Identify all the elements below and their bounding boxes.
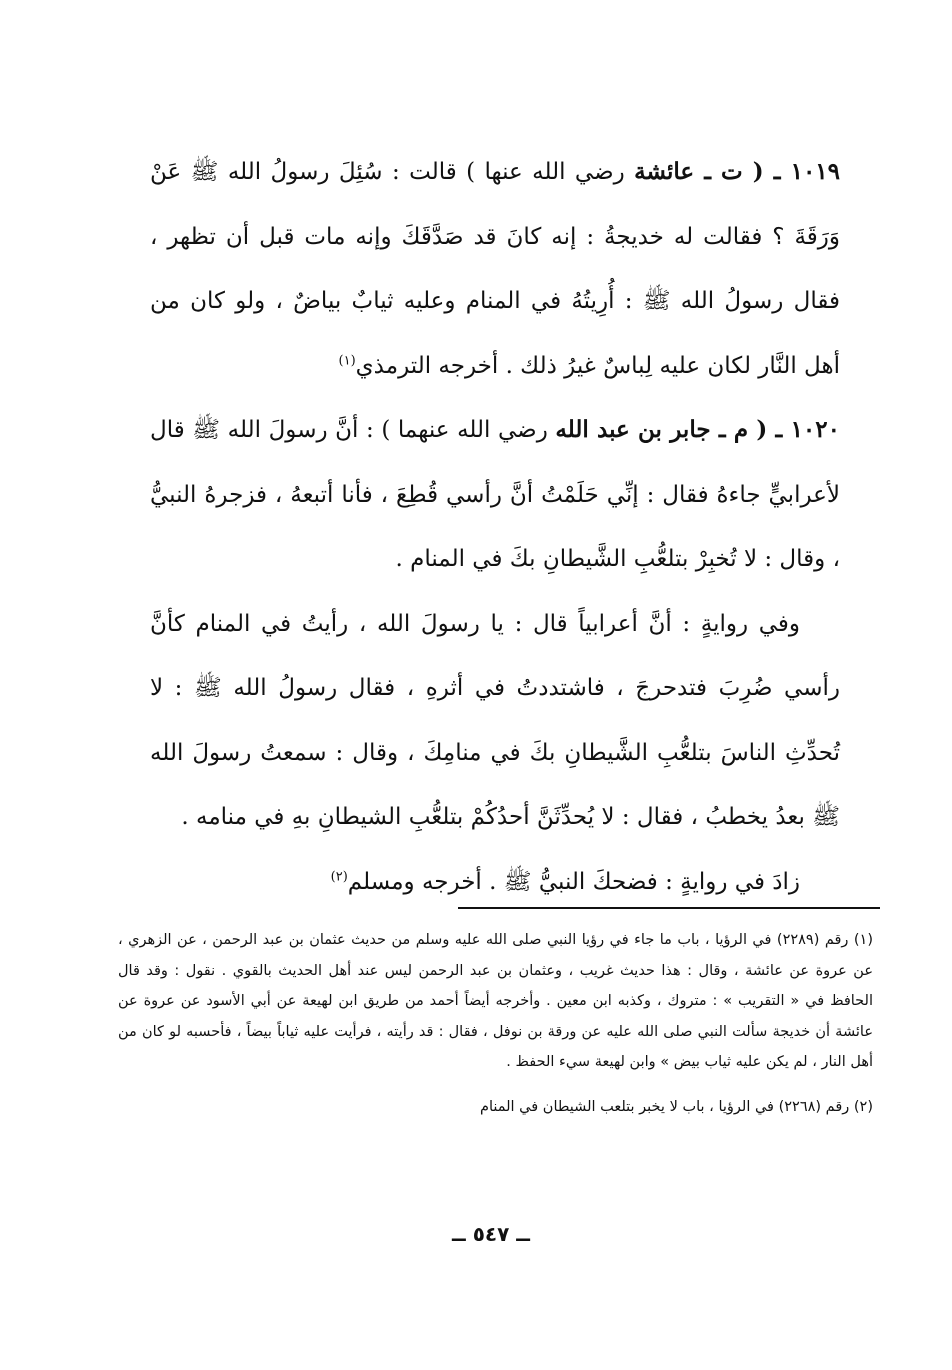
hadith-number: ١٠١٩ ـ ( ت ـ عائشة (634, 158, 841, 185)
hadith-text: رضي الله عنهما ) : أنَّ رسولَ الله ﷺ قال لأعرابيٍّ جاءهُ فقال : إنِّي حَلَمْتُ أنَّ رأسي قُطِعَ ، فأنا أتبعهُ ، فزجرهُ النبيُّ ، وقال : لا تُخبِرْ بتلعُّبِ الشَّيطانِ بكَ في المنام . (150, 417, 840, 572)
narration-paragraph (150, 592, 840, 850)
hadith-paragraph (150, 398, 840, 592)
page-number: ــ ٥٤٧ ــ (452, 1222, 530, 1246)
footnote-divider (458, 907, 880, 909)
narration-paragraph (150, 850, 840, 915)
footnote-marker: (١) (338, 352, 356, 368)
narration-text: زادَ في روايةٍ : فضحكَ النبيُّ ﷺ . أخرجه ومسلم (347, 868, 800, 895)
hadith-paragraph (150, 140, 840, 398)
footnote-marker: (٢) (330, 868, 348, 884)
hadith-number: ١٠٢٠ ـ ( م ـ جابر بن عبد الله (555, 416, 840, 443)
footnote-1: (١) رقم (٢٢٨٩) في الرؤيا ، باب ما جاء في رؤيا النبي صلى الله عليه وسلم من حديث عثمان بن عبد الرحمن ، عن الزهري ، عن عروة عن عائشة ، وقال : هذا حديث غريب ، وعثمان بن عبد الرحمن ليس عند أهل الحديث بالقوي . نقول : وقد قال الحافظ في « التقريب » : متروك ، وكذبه ابن معين . وأخرجه أيضاً أحمد من طريق ابن لهيعة عن أبي الأسود عن عروة عن عائشة أن خديجة سألت النبي صلى الله عليه عن ورقة بن نوفل ، فقال : قد رأيته ، فرأيت عليه ثياباً بيضاً ، فأحسبه لو كان من أهل النار ، لم يكن عليه ثياب بيض » وابن لهيعة سيء الحفظ . (118, 932, 873, 1070)
footnote-2: (٢) رقم (٢٢٦٨) في الرؤيا ، باب لا يخبر بتلعب الشيطان في المنام (479, 1098, 873, 1115)
footnotes (118, 925, 873, 1136)
main-text (150, 140, 840, 914)
hadith-text: رضي الله عنها ) قالت : سُئِلَ رسولُ الله ﷺ عَنْ وَرَقَةَ ؟ فقالت له خديجةُ : إنه كانَ قد صَدَّقَكَ وإنه مات قبل أن تظهر ، فقال رسولُ الله ﷺ : أُرِيتُهُ في المنام وعليه ثيابٌ بياضٌ ، ولو كان من أهل النَّار لكان عليه لِباسٌ غيرُ ذلك . أخرجه الترمذي (150, 159, 840, 379)
narration-text: وفي روايةٍ : أنَّ أعرابياً قال : يا رسولَ الله ، رأيتُ في المنام كأنَّ رأسي ضُرِبَ فتدحرجَ ، فاشتددتُ في أثرهِ ، فقال رسولُ الله ﷺ : لا تُحدِّثِ الناسَ بتلعُّبِ الشَّيطانِ بكَ في منامِكَ ، وقال : سمعتُ رسولَ الله ﷺ بعدُ يخطبُ ، فقال : لا يُحدِّثَنَّ أحدُكُمْ بتلعُّبِ الشيطانِ بهِ في منامه . (150, 610, 840, 830)
